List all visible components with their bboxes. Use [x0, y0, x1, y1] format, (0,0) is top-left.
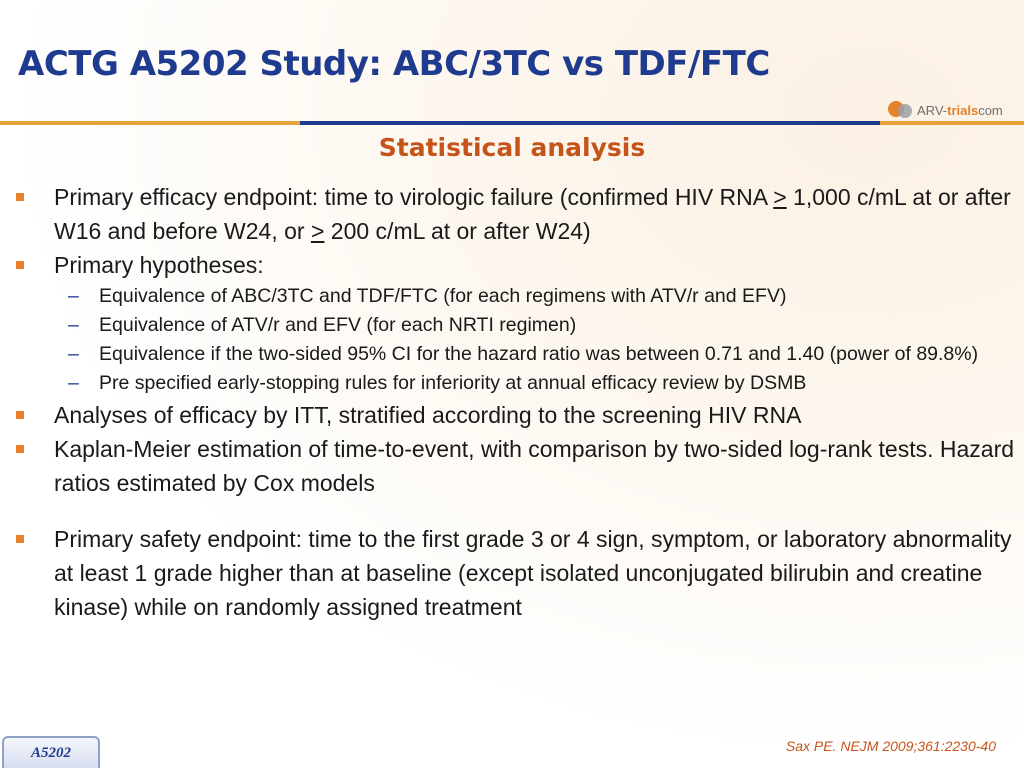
slide-title: ACTG A5202 Study: ABC/3TC vs TDF/FTC: [18, 44, 770, 84]
bullet-marker-icon: [16, 193, 24, 201]
sub-bullet: – Pre specified early-stopping rules for inferiority at annual efficacy review by DSMB: [68, 372, 807, 394]
section-subtitle: Statistical analysis: [378, 133, 646, 162]
bullet-kaplan-meier: Kaplan-Meier estimation of time-to-event, with comparison by two-sided log-rank tests. Hazard ratios estimated by Cox models: [16, 432, 1016, 500]
bullet-itt-analysis: Analyses of efficacy by ITT, stratified according to the screening HIV RNA: [16, 398, 1016, 432]
bullet-marker-icon: [16, 261, 24, 269]
sub-bullet: – Equivalence if the two-sided 95% CI for the hazard ratio was between 0.71 and 1.40 (power of 89.8%): [68, 343, 979, 365]
bullet-hypotheses: Primary hypotheses:: [16, 248, 1016, 282]
arv-trials-logo: ARV-trialscom: [888, 99, 1003, 121]
sub-bullet: – Equivalence of ATV/r and EFV (for each NRTI regimen): [68, 314, 577, 336]
logo-mark-icon: [888, 99, 916, 121]
bullet-marker-icon: [16, 411, 24, 419]
bullet-marker-icon: [16, 445, 24, 453]
bullet-list: [16, 180, 1016, 624]
bullet-marker-icon: [16, 535, 24, 543]
header-divider: [0, 121, 1024, 125]
citation: Sax PE. NEJM 2009;361:2230-40: [785, 738, 996, 754]
bullet-safety-endpoint: Primary safety endpoint: time to the first grade 3 or 4 sign, symptom, or laboratory abnormality at least 1 grade higher than at baseline (except isolated unconjugated bilirubin and creatine kinase) while on randomly assigned treatment: [16, 522, 1016, 624]
sub-bullet: – Equivalence of ABC/3TC and TDF/FTC (for each regimens with ATV/r and EFV): [68, 285, 787, 307]
study-tag: A5202: [2, 736, 100, 768]
bullet-efficacy-endpoint: Primary efficacy endpoint: time to virologic failure (confirmed HIV RNA > 1,000 c/mL at or after W16 and before W24, or > 200 c/mL at or after W24): [16, 180, 1016, 248]
